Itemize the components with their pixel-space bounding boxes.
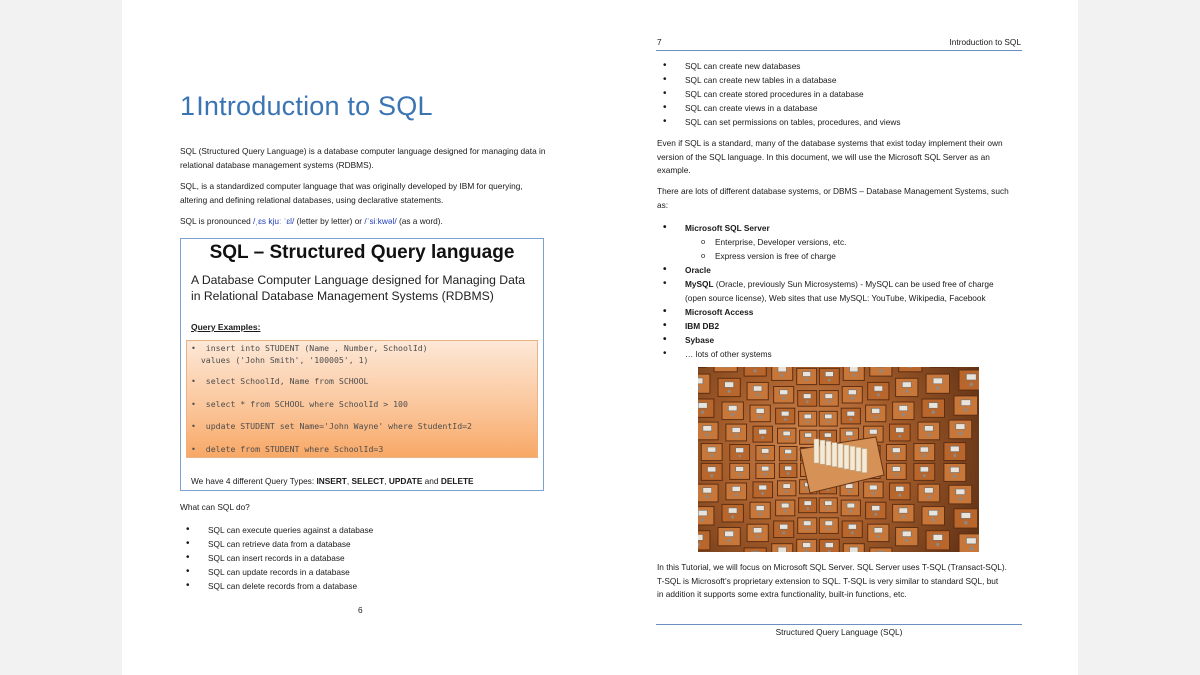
list-item: • SQL can create views in a database xyxy=(657,101,901,115)
query-types-caption: We have 4 different Query Types: INSERT, SELECT, UPDATE and DELETE xyxy=(191,476,474,486)
index-card xyxy=(820,440,825,464)
drawer-label-holder xyxy=(956,424,965,430)
drawer-label-holder xyxy=(874,528,883,533)
drawer-pull xyxy=(827,507,830,510)
drawer-pull xyxy=(759,513,762,516)
drawer-label-holder xyxy=(920,467,928,472)
drawer-label-holder xyxy=(725,382,734,388)
drawer-label-holder xyxy=(925,426,934,431)
drawer-pull xyxy=(806,400,809,403)
sql-box-subtitle: A Database Computer Language designed for Managing Data in Relational Database Management Systems (RDBMS) xyxy=(191,273,526,303)
list-item: • MySQL (Oracle, previously Sun Microsystems) - MySQL can be used free of charge (open source license), Web sites that use MySQL: YouTube, Wikipedia, Facebook xyxy=(657,277,994,305)
drawer-label-holder xyxy=(848,390,856,395)
drawer-pull xyxy=(970,383,974,387)
drawer-label-holder xyxy=(850,367,858,372)
drawer-label-holder xyxy=(869,485,877,490)
card-catalog-drawers xyxy=(698,367,979,552)
list-item: • Microsoft SQL Server xyxy=(657,221,770,235)
drawer-pull xyxy=(848,438,851,441)
drawer-pull xyxy=(782,397,785,400)
drawer-label-holder xyxy=(756,506,764,511)
drawer-pull xyxy=(895,455,898,458)
drawer-label-holder xyxy=(762,466,769,471)
drawer-pull xyxy=(728,390,731,393)
drawer-label-holder xyxy=(708,467,716,472)
drawer-label-holder xyxy=(869,429,877,434)
drawer-label-holder xyxy=(803,394,811,399)
drawer-pull xyxy=(936,386,939,389)
drawer-label-holder xyxy=(732,428,740,433)
drawer-pull xyxy=(852,374,855,377)
chapter-number: 1 xyxy=(180,91,196,121)
drawer-pull xyxy=(905,390,908,393)
drawer-pull xyxy=(877,393,880,396)
drawer-pull xyxy=(807,439,810,442)
drawer-pull xyxy=(953,475,956,478)
query-delete: • delete from STUDENT where SchoolId=3 xyxy=(191,444,384,454)
drawer-pull xyxy=(735,435,738,438)
dbms-list xyxy=(657,221,770,235)
drawer-pull xyxy=(964,408,967,411)
query-update: • update STUDENT set Name='John Wayne' where StudentId=2 xyxy=(191,421,472,431)
drawer-label-holder xyxy=(961,400,971,406)
drawer-label-holder xyxy=(751,552,760,553)
ibm-paragraph: SQL, is a standardized computer language that was originally developed by IBM for querying, altering and defining relational databases, using declarative statements. xyxy=(180,181,523,205)
drawer-pull xyxy=(851,397,854,400)
list-item: o Express version is free of charge xyxy=(657,249,846,263)
list-item: • SQL can create new databases xyxy=(657,59,901,73)
running-header: Introduction to SQL xyxy=(949,37,1021,47)
drawer-pull xyxy=(959,432,962,435)
drawer-pull xyxy=(959,497,962,500)
list-item: • SQL can insert records in a database xyxy=(180,551,373,565)
running-footer: Structured Query Language (SQL) xyxy=(775,627,903,637)
list-item: • Microsoft Access xyxy=(657,305,994,319)
sql-summary-box xyxy=(180,238,544,491)
drawer-label-holder xyxy=(825,414,832,419)
query-select-1: • select SchoolId, Name from SCHOOL xyxy=(191,376,369,386)
drawer-label-holder xyxy=(920,447,928,452)
drawer-label-holder xyxy=(781,503,789,508)
sql-capabilities-list xyxy=(180,523,373,593)
drawer-pull xyxy=(923,454,926,457)
drawer-label-holder xyxy=(892,467,900,472)
index-card xyxy=(862,449,867,473)
drawer-pull xyxy=(827,400,830,403)
drawer-label-holder xyxy=(698,535,703,541)
what-can-sql-do: What can SQL do? xyxy=(180,502,250,512)
drawer-label-holder xyxy=(804,501,811,506)
drawer-pull xyxy=(756,535,759,538)
drawer-label-holder xyxy=(785,449,792,453)
drawer-pull xyxy=(806,528,809,531)
drawer-pull xyxy=(764,473,767,476)
drawer-label-holder xyxy=(736,467,744,472)
list-item: o Enterprise, Developer versions, etc. xyxy=(657,235,846,249)
drawer-label-holder xyxy=(961,513,971,519)
drawer-pull xyxy=(782,531,785,534)
chapter-title xyxy=(180,91,433,122)
drawer-front xyxy=(698,367,706,368)
list-item: • SQL can set permissions on tables, procedures, and views xyxy=(657,115,901,129)
drawer-pull xyxy=(731,515,734,518)
drawer-label-holder xyxy=(825,543,833,548)
drawer-label-holder xyxy=(902,531,911,537)
list-item: • SQL can update records in a database xyxy=(180,565,373,579)
drawer-label-holder xyxy=(850,547,858,552)
drawer-label-holder xyxy=(778,547,786,552)
drawer-label-holder xyxy=(933,535,942,541)
drawer-label-holder xyxy=(805,433,812,437)
drawer-pull xyxy=(970,547,974,551)
drawer-label-holder xyxy=(762,449,769,454)
drawer-label-holder xyxy=(892,448,900,453)
pronunciation-link-1[interactable]: /ˌɛs kjuː ˈɛl/ xyxy=(253,216,295,226)
drawer-pull xyxy=(874,416,877,419)
page-number-right: 7 xyxy=(657,37,662,47)
drawer-label-holder xyxy=(956,489,965,495)
standard-paragraph: Even if SQL is a standard, many of the database systems that exist today implement their own version of the SQL language. In this document, we will use the Microsoft SQL Server as an example. xyxy=(657,138,1003,175)
drawer-pull xyxy=(756,393,759,396)
left-page xyxy=(122,0,600,675)
drawer-pull xyxy=(706,495,709,498)
drawer-label-holder xyxy=(780,524,788,529)
drawer-pull xyxy=(785,438,788,441)
drawer-label-holder xyxy=(698,378,703,384)
drawer-pull xyxy=(849,418,852,421)
index-card xyxy=(814,439,819,463)
list-item: • SQL can execute queries against a database xyxy=(180,523,373,537)
drawer-pull xyxy=(923,474,926,477)
list-item: • SQL can create new tables in a database xyxy=(657,73,901,87)
drawer-label-holder xyxy=(753,528,762,533)
drawer-label-holder xyxy=(896,486,904,491)
drawer-pull xyxy=(784,418,787,421)
right-page xyxy=(600,0,1078,675)
drawer-label-holder xyxy=(925,488,934,493)
chapter-title-text: Introduction to SQL xyxy=(196,91,433,121)
drawer-pull xyxy=(787,472,790,475)
drawer-label-holder xyxy=(781,411,789,416)
drawer-pull xyxy=(701,411,704,414)
drawer-pull xyxy=(706,433,709,436)
list-item: • Sybase xyxy=(657,333,994,347)
drawer-label-holder xyxy=(847,503,855,508)
drawer-label-holder xyxy=(778,367,786,372)
drawer-label-holder xyxy=(929,510,938,516)
drawer-label-holder xyxy=(753,386,762,391)
drawer-pull xyxy=(806,507,809,510)
drawer-pull xyxy=(785,490,788,493)
drawer-pull xyxy=(877,535,880,538)
pronunciation-link-2[interactable]: /ˈsiːkwəl/ xyxy=(364,216,397,226)
index-card xyxy=(856,447,861,471)
drawer-pull xyxy=(787,456,790,459)
drawer-label-holder xyxy=(732,486,740,491)
drawer-label-holder xyxy=(759,485,767,490)
intro-paragraph: SQL (Structured Query Language) is a database computer language designed for managing data in relational database management systems (RDBMS). xyxy=(180,146,546,170)
index-card xyxy=(838,444,843,468)
drawer-label-holder xyxy=(966,538,976,544)
list-item: • Oracle xyxy=(657,263,994,277)
drawer-pull xyxy=(932,411,935,414)
drawer-pull xyxy=(848,490,851,493)
drawer-label-holder xyxy=(966,374,976,380)
drawer-pull xyxy=(827,421,830,424)
drawer-pull xyxy=(738,455,741,458)
drawer-pull xyxy=(902,515,905,518)
drawer-pull xyxy=(738,474,741,477)
list-item: • SQL can create stored procedures in a database xyxy=(657,87,901,101)
drawer-label-holder xyxy=(872,506,880,511)
header-rule xyxy=(656,50,1022,51)
drawer-pull xyxy=(851,531,854,534)
dbms-list-continued xyxy=(657,263,994,361)
drawer-label-holder xyxy=(824,433,831,437)
footer-rule xyxy=(656,624,1022,625)
drawer-label-holder xyxy=(896,428,904,433)
drawer-pull xyxy=(828,379,831,382)
drawer-pull xyxy=(898,435,901,438)
drawer-pull xyxy=(701,518,704,521)
drawer-label-holder xyxy=(759,429,767,434)
query-examples-heading: Query Examples: xyxy=(191,322,261,332)
drawer-pull xyxy=(764,455,767,458)
drawer-label-holder xyxy=(872,408,880,413)
drawer-pull xyxy=(735,494,738,497)
query-select-2: • select * from SCHOOL where SchoolId > 100 xyxy=(191,399,408,409)
drawer-pull xyxy=(761,436,764,439)
drawer-pull xyxy=(872,492,875,495)
drawer-label-holder xyxy=(803,543,811,548)
drawer-label-holder xyxy=(899,406,908,411)
drawer-label-holder xyxy=(703,488,712,493)
drawer-label-holder xyxy=(825,501,832,506)
drawer-label-holder xyxy=(825,521,833,526)
drawer-pull xyxy=(710,454,713,457)
drawer-label-holder xyxy=(708,447,716,452)
list-item: • SQL can retrieve data from a database xyxy=(180,537,373,551)
drawer-label-holder xyxy=(950,446,959,451)
drawer-pull xyxy=(759,416,762,419)
drawer-label-holder xyxy=(899,508,908,513)
dbms-intro-paragraph: There are lots of different database systems, or DBMS – Database Management Systems, such as: xyxy=(657,186,1009,210)
index-card xyxy=(826,441,831,465)
drawer-label-holder xyxy=(725,531,734,537)
sql-box-title: SQL – Structured Query language xyxy=(209,242,515,263)
drawer-label-holder xyxy=(698,510,707,516)
drawer-label-holder xyxy=(848,524,856,529)
drawer-label-holder xyxy=(728,508,737,513)
drawer-label-holder xyxy=(703,426,712,431)
drawer-pull xyxy=(964,521,967,524)
drawer-label-holder xyxy=(803,521,811,526)
mssql-sub-list xyxy=(657,235,846,263)
drawer-pull xyxy=(761,492,764,495)
drawer-pull xyxy=(936,543,939,546)
drawer-pull xyxy=(879,369,882,372)
drawer-label-holder xyxy=(728,406,737,411)
card-catalog-photo xyxy=(698,367,979,552)
drawer-label-holder xyxy=(825,394,833,399)
drawer-pull xyxy=(932,518,935,521)
tsql-paragraph: In this Tutorial, we will focus on Microsoft SQL Server. SQL Server uses T-SQL (Transact-SQL). T-SQL is Microsoft’s proprietary extension to SQL. T-SQL is very similar to standard SQL, but in addition it supports some extra functionality, built-in functions, etc. xyxy=(657,562,1007,599)
index-card xyxy=(850,446,855,470)
list-item: • IBM DB2 xyxy=(657,319,994,333)
drawer-label-holder xyxy=(847,411,855,416)
drawer-pull xyxy=(902,413,905,416)
pronunciation-paragraph: SQL is pronounced /ˌɛs kjuː ˈɛl/ (letter by letter) or /ˈsiːkwəl/ (as a word). xyxy=(180,216,443,226)
drawer-pull xyxy=(827,528,830,531)
drawer-pull xyxy=(805,379,808,382)
drawer-pull xyxy=(927,433,930,436)
sql-create-list xyxy=(657,59,901,129)
drawer-label-holder xyxy=(736,448,744,453)
drawer-pull xyxy=(927,495,930,498)
drawer-label-holder xyxy=(783,431,790,436)
drawer-label-holder xyxy=(803,372,811,377)
drawer-pull xyxy=(905,539,908,542)
drawer-pull xyxy=(953,454,956,457)
drawer-pull xyxy=(728,539,731,542)
list-item: • … lots of other systems xyxy=(657,347,994,361)
drawer-label-holder xyxy=(825,372,833,377)
drawer-label-holder xyxy=(756,408,764,413)
query-examples-panel xyxy=(186,340,538,458)
index-card xyxy=(832,443,837,467)
drawer-label-holder xyxy=(874,386,883,391)
page-number-left: 6 xyxy=(358,605,363,615)
drawer-label-holder xyxy=(698,403,707,409)
drawer-pull xyxy=(874,513,877,516)
drawer-front xyxy=(930,367,954,368)
drawer-label-holder xyxy=(846,431,853,436)
drawer-label-holder xyxy=(780,390,788,395)
list-item: • SQL can delete records from a database xyxy=(180,579,373,593)
query-insert: • insert into STUDENT (Name , Number, SchoolId) values ('John Smith', '100005', 1) xyxy=(191,343,428,365)
drawer-pull xyxy=(849,510,852,513)
drawer-label-holder xyxy=(950,467,959,472)
drawer-label-holder xyxy=(785,466,792,470)
drawer-pull xyxy=(754,369,757,372)
drawer-pull xyxy=(898,494,901,497)
index-card xyxy=(844,445,849,469)
drawer-pull xyxy=(895,474,898,477)
drawer-label-holder xyxy=(929,403,938,409)
drawer-label-holder xyxy=(876,552,885,553)
drawer-label-holder xyxy=(804,414,811,419)
drawer-pull xyxy=(806,421,809,424)
drawer-pull xyxy=(781,374,784,377)
drawer-pull xyxy=(784,510,787,513)
drawer-label-holder xyxy=(902,382,911,388)
drawer-label-holder xyxy=(783,484,790,489)
drawer-pull xyxy=(710,474,713,477)
drawer-pull xyxy=(731,413,734,416)
drawer-label-holder xyxy=(933,378,942,384)
